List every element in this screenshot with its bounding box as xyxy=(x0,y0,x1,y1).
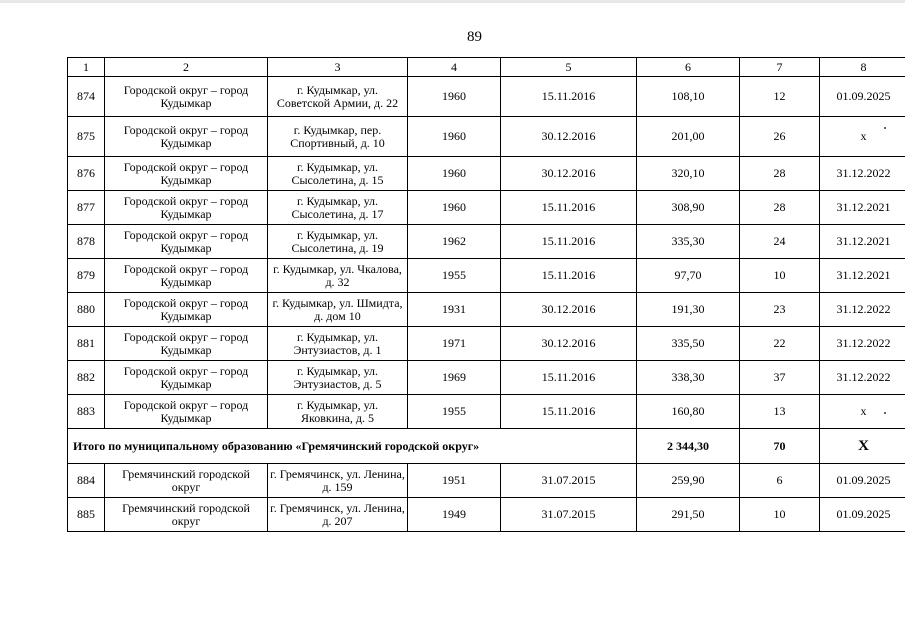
column-header-8: 8 xyxy=(820,58,905,77)
column-header-1: 1 xyxy=(68,58,105,77)
cell-area: 108,10 xyxy=(637,77,740,117)
table-row xyxy=(68,259,905,293)
cell-municipality: Городской округ – город Кудымкар xyxy=(105,293,268,327)
cell-address: г. Кудымкар, ул. Энтузиастов, д. 1 xyxy=(268,327,408,361)
table-row xyxy=(68,117,905,157)
cell-residents: 13 xyxy=(740,395,820,429)
cell-municipality: Гремячинский городской округ xyxy=(105,498,268,532)
cell-num: 883 xyxy=(68,395,105,429)
cell-address: г. Кудымкар, ул. Энтузиастов, д. 5 xyxy=(268,361,408,395)
total-label: Итого по муниципальному образованию «Гремячинский городской округ» xyxy=(68,429,637,464)
cell-municipality: Гремячинский городской округ xyxy=(105,464,268,498)
table-row xyxy=(68,395,905,429)
table-row xyxy=(68,498,905,532)
cell-year: 1960 xyxy=(408,117,501,157)
table-row xyxy=(68,77,905,117)
cell-year: 1960 xyxy=(408,157,501,191)
cell-area: 291,50 xyxy=(637,498,740,532)
cell-residents: 12 xyxy=(740,77,820,117)
table-row xyxy=(68,157,905,191)
cell-address: г. Гремячинск, ул. Ленина, д. 207 xyxy=(268,498,408,532)
header-row xyxy=(68,58,905,77)
page-number: 89 xyxy=(467,29,482,45)
cell-year: 1960 xyxy=(408,77,501,117)
cell-address: г. Кудымкар, ул. Шмидта, д. дом 10 xyxy=(268,293,408,327)
cell-deadline: 01.09.2025 xyxy=(820,77,905,117)
cell-municipality: Городской округ – город Кудымкар xyxy=(105,225,268,259)
cell-address: г. Кудымкар, ул. Сысолетина, д. 17 xyxy=(268,191,408,225)
cell-date: 31.07.2015 xyxy=(501,498,637,532)
cell-area: 308,90 xyxy=(637,191,740,225)
cell-municipality: Городской округ – город Кудымкар xyxy=(105,327,268,361)
cell-address: г. Кудымкар, пер. Спортивный, д. 10 xyxy=(268,117,408,157)
cell-year: 1955 xyxy=(408,395,501,429)
total-area: 2 344,30 xyxy=(637,429,740,464)
cell-area: 160,80 xyxy=(637,395,740,429)
cell-num: 884 xyxy=(68,464,105,498)
cell-area: 191,30 xyxy=(637,293,740,327)
cell-year: 1960 xyxy=(408,191,501,225)
cell-residents: 28 xyxy=(740,157,820,191)
cell-area: 338,30 xyxy=(637,361,740,395)
column-header-7: 7 xyxy=(740,58,820,77)
cell-num: 876 xyxy=(68,157,105,191)
column-header-6: 6 xyxy=(637,58,740,77)
cell-num: 877 xyxy=(68,191,105,225)
cell-year: 1951 xyxy=(408,464,501,498)
table-row xyxy=(68,225,905,259)
cell-num: 874 xyxy=(68,77,105,117)
cell-residents: 22 xyxy=(740,327,820,361)
cell-municipality: Городской округ – город Кудымкар xyxy=(105,191,268,225)
column-header-2: 2 xyxy=(105,58,268,77)
cell-deadline: 31.12.2022 xyxy=(820,293,905,327)
cell-address: г. Гремячинск, ул. Ленина, д. 159 xyxy=(268,464,408,498)
cell-address: г. Кудымкар, ул. Чкалова, д. 32 xyxy=(268,259,408,293)
column-header-3: 3 xyxy=(268,58,408,77)
total-deadline: X xyxy=(820,429,905,464)
table-row xyxy=(68,191,905,225)
cell-year: 1969 xyxy=(408,361,501,395)
cell-date: 15.11.2016 xyxy=(501,77,637,117)
cell-area: 320,10 xyxy=(637,157,740,191)
cell-deadline: 31.12.2021 xyxy=(820,225,905,259)
total-residents: 70 xyxy=(740,429,820,464)
cell-area: 201,00 xyxy=(637,117,740,157)
cell-deadline: x xyxy=(820,117,905,157)
cell-municipality: Городской округ – город Кудымкар xyxy=(105,361,268,395)
cell-municipality: Городской округ – город Кудымкар xyxy=(105,117,268,157)
cell-deadline: 31.12.2022 xyxy=(820,157,905,191)
scan-top-edge xyxy=(0,0,905,3)
cell-year: 1949 xyxy=(408,498,501,532)
cell-year: 1971 xyxy=(408,327,501,361)
cell-address: г. Кудымкар, ул. Яковкина, д. 5 xyxy=(268,395,408,429)
cell-municipality: Городской округ – город Кудымкар xyxy=(105,77,268,117)
cell-residents: 10 xyxy=(740,498,820,532)
cell-address: г. Кудымкар, ул. Сысолетина, д. 15 xyxy=(268,157,408,191)
cell-address: г. Кудымкар, ул. Советской Армии, д. 22 xyxy=(268,77,408,117)
scan-speck xyxy=(884,127,886,129)
cell-municipality: Городской округ – город Кудымкар xyxy=(105,157,268,191)
cell-date: 15.11.2016 xyxy=(501,395,637,429)
cell-date: 15.11.2016 xyxy=(501,259,637,293)
cell-residents: 24 xyxy=(740,225,820,259)
cell-municipality: Городской округ – город Кудымкар xyxy=(105,259,268,293)
cell-num: 878 xyxy=(68,225,105,259)
cell-year: 1931 xyxy=(408,293,501,327)
cell-deadline: 01.09.2025 xyxy=(820,464,905,498)
table-row xyxy=(68,464,905,498)
cell-area: 335,50 xyxy=(637,327,740,361)
cell-date: 15.11.2016 xyxy=(501,361,637,395)
cell-num: 880 xyxy=(68,293,105,327)
cell-address: г. Кудымкар, ул. Сысолетина, д. 19 xyxy=(268,225,408,259)
cell-municipality: Городской округ – город Кудымкар xyxy=(105,395,268,429)
cell-deadline: 31.12.2022 xyxy=(820,361,905,395)
cell-date: 31.07.2015 xyxy=(501,464,637,498)
cell-date: 30.12.2016 xyxy=(501,327,637,361)
cell-num: 875 xyxy=(68,117,105,157)
cell-date: 30.12.2016 xyxy=(501,293,637,327)
cell-date: 30.12.2016 xyxy=(501,117,637,157)
table-row xyxy=(68,293,905,327)
cell-deadline: 31.12.2021 xyxy=(820,259,905,293)
cell-deadline: 31.12.2022 xyxy=(820,327,905,361)
scan-speck xyxy=(884,412,886,414)
cell-year: 1962 xyxy=(408,225,501,259)
cell-area: 97,70 xyxy=(637,259,740,293)
cell-deadline: 01.09.2025 xyxy=(820,498,905,532)
cell-date: 15.11.2016 xyxy=(501,191,637,225)
cell-deadline: x xyxy=(820,395,905,429)
cell-residents: 26 xyxy=(740,117,820,157)
cell-residents: 23 xyxy=(740,293,820,327)
cell-date: 15.11.2016 xyxy=(501,225,637,259)
cell-date: 30.12.2016 xyxy=(501,157,637,191)
cell-year: 1955 xyxy=(408,259,501,293)
cell-num: 882 xyxy=(68,361,105,395)
table-row xyxy=(68,361,905,395)
cell-residents: 37 xyxy=(740,361,820,395)
cell-deadline: 31.12.2021 xyxy=(820,191,905,225)
cell-num: 885 xyxy=(68,498,105,532)
cell-num: 881 xyxy=(68,327,105,361)
cell-residents: 6 xyxy=(740,464,820,498)
cell-num: 879 xyxy=(68,259,105,293)
cell-area: 259,90 xyxy=(637,464,740,498)
cell-area: 335,30 xyxy=(637,225,740,259)
column-header-4: 4 xyxy=(408,58,501,77)
cell-residents: 28 xyxy=(740,191,820,225)
total-row xyxy=(68,429,905,464)
cell-residents: 10 xyxy=(740,259,820,293)
table-row xyxy=(68,327,905,361)
column-header-5: 5 xyxy=(501,58,637,77)
housing-registry-table xyxy=(67,57,905,532)
